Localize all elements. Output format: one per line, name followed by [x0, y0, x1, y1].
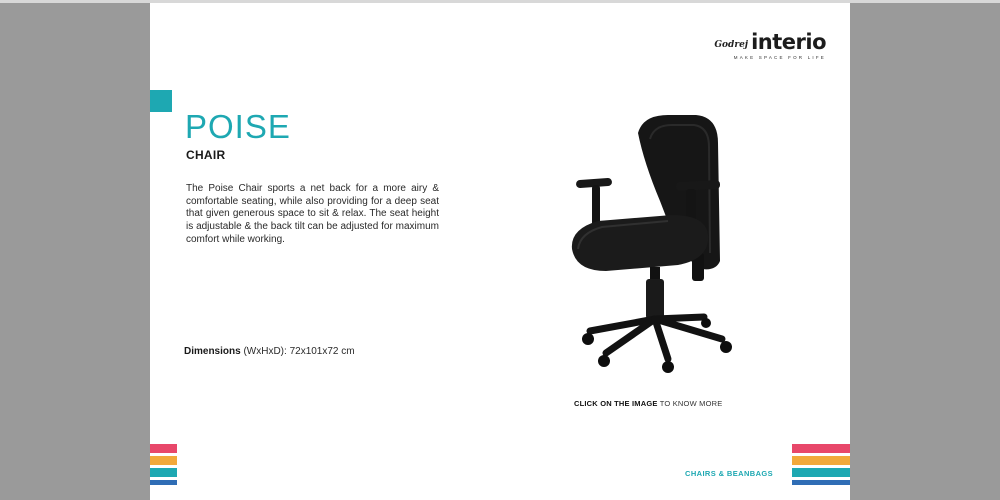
product-title: POISE — [185, 108, 291, 145]
brand-logo — [714, 32, 826, 60]
brand-logo-script: Godrej — [714, 40, 749, 50]
catalog-page — [150, 3, 850, 500]
product-dimensions — [184, 346, 355, 357]
left-color-stripes — [150, 444, 177, 488]
know-more-link[interactable] — [574, 399, 722, 408]
product-subtitle: CHAIR — [186, 148, 226, 162]
know-more-rest: TO KNOW MORE — [657, 399, 723, 408]
dimensions-label: Dimensions — [184, 346, 241, 357]
chair-image[interactable] — [568, 103, 746, 373]
right-color-stripes — [792, 444, 850, 488]
category-label: CHAIRS & BEANBAGS — [685, 469, 774, 478]
title-accent-square — [150, 90, 172, 112]
brand-logo-name: interio — [751, 30, 826, 54]
dimensions-value: (WxHxD): 72x101x72 cm — [240, 346, 355, 357]
product-description: The Poise Chair sports a net back for a more airy & comfortable seating, while also providing for a deep seat that given generous space to sit & relax. The seat height is adjustable & the back tilt can be adjusted for maximum comfort while working. — [186, 183, 439, 245]
know-more-bold: CLICK ON THE IMAGE — [574, 399, 658, 408]
brand-tagline: MAKE SPACE FOR LIFE — [733, 55, 826, 60]
